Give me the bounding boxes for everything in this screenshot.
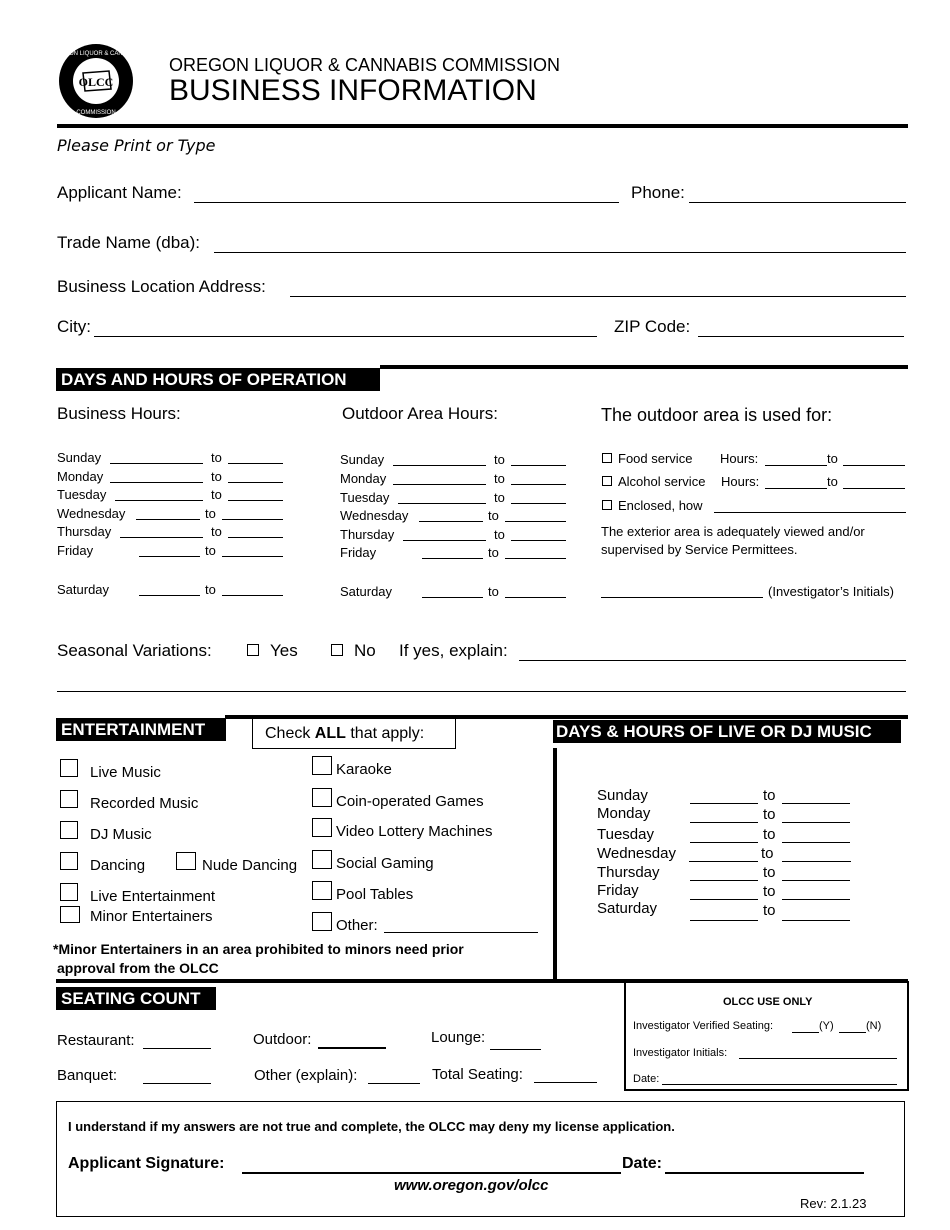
dj-music-label: DJ Music (90, 826, 152, 843)
to-label: to (488, 508, 499, 523)
phone-field[interactable] (689, 202, 906, 203)
music-open-field[interactable] (690, 822, 758, 823)
coin-games-checkbox[interactable] (312, 788, 332, 807)
live-entertainment-checkbox[interactable] (60, 883, 78, 901)
investigator-initials-label: (Investigator’s Initials) (768, 584, 894, 599)
outdoor-close-field[interactable] (511, 503, 566, 504)
business-day-label: Wednesday (57, 506, 126, 521)
logo-center-text: OLCC (78, 75, 114, 89)
seasonal-explain-field[interactable] (519, 660, 906, 661)
business-day-label: Monday (57, 469, 104, 484)
website-url[interactable]: www.oregon.gov/olcc (394, 1177, 549, 1194)
minor-note-1: *Minor Entertainers in an area prohibited to minors need prior (53, 941, 464, 957)
business-close-field[interactable] (222, 595, 283, 596)
other-label: Other: (336, 917, 378, 934)
banquet-label: Banquet: (57, 1067, 118, 1084)
banquet-field[interactable] (143, 1083, 211, 1084)
outdoor-day-label: Monday (340, 471, 387, 486)
applicant-name-label: Applicant Name: (57, 183, 182, 202)
outdoor-close-field[interactable] (505, 597, 566, 598)
outdoor-seating-label: Outdoor: (253, 1031, 312, 1048)
applicant-name-field[interactable] (194, 202, 619, 203)
seasonal-no-label: No (354, 641, 376, 660)
outdoor-day-label: Friday (340, 545, 377, 560)
business-open-field[interactable] (139, 556, 200, 557)
verified-no-label: (N) (866, 1020, 882, 1032)
to-label: to (494, 490, 505, 505)
other-seating-label: Other (explain): (254, 1067, 358, 1084)
live-entertainment-label: Live Entertainment (90, 888, 216, 905)
exterior-note: The exterior area is adequately viewed and/or supervised by Service Permittees. (601, 524, 865, 557)
karaoke-checkbox[interactable] (312, 756, 332, 775)
total-seating-field[interactable] (534, 1082, 597, 1083)
enclosed-label: Enclosed, how (618, 498, 703, 513)
music-day-label: Sunday (597, 787, 648, 804)
music-day-label: Monday (597, 805, 651, 822)
total-seating-label: Total Seating: (432, 1066, 523, 1083)
minor-entertainers-checkbox[interactable] (60, 906, 80, 923)
outdoor-open-field[interactable] (422, 558, 483, 559)
verified-no-field[interactable] (839, 1032, 866, 1033)
live-music-label: Live Music (90, 764, 161, 781)
olcc-date-field[interactable] (662, 1084, 897, 1085)
phone-label: Phone: (631, 183, 685, 202)
enclosed-field[interactable] (714, 512, 906, 513)
address-label: Business Location Address: (57, 277, 266, 296)
coin-games-label: Coin-operated Games (336, 793, 484, 810)
seasonal-yes-checkbox[interactable] (247, 644, 259, 656)
music-open-field[interactable] (690, 880, 758, 881)
to-label: to (763, 826, 776, 843)
alcohol-hours-from-field[interactable] (765, 488, 827, 489)
business-close-field[interactable] (228, 463, 283, 464)
music-close-field[interactable] (782, 899, 850, 900)
logo-top-text: OREGON LIQUOR & CANNABIS (51, 51, 141, 57)
to-label: to (211, 469, 222, 484)
business-close-field[interactable] (228, 482, 283, 483)
to-label: to (488, 584, 499, 599)
to-label: to (205, 506, 216, 521)
olcc-date-label: Date: (633, 1073, 660, 1085)
outdoor-open-field[interactable] (419, 521, 483, 522)
trade-name-field[interactable] (214, 252, 906, 253)
outdoor-day-label: Sunday (340, 452, 385, 467)
outdoor-close-field[interactable] (505, 558, 566, 559)
verified-yes-label: (Y) (819, 1020, 834, 1032)
outdoor-open-field[interactable] (393, 484, 486, 485)
check-all-prefix: Check (265, 725, 315, 742)
music-open-field[interactable] (690, 899, 758, 900)
to-label: to (761, 845, 774, 862)
agency-name: OREGON LIQUOR & CANNABIS COMMISSION (169, 55, 561, 75)
revision-label: Rev: 2.1.23 (800, 1196, 867, 1211)
to-label: to (763, 883, 776, 900)
music-close-field[interactable] (782, 803, 850, 804)
dj-music-checkbox[interactable] (60, 821, 78, 839)
address-field[interactable] (290, 296, 906, 297)
pool-tables-checkbox[interactable] (312, 881, 332, 900)
music-column-divider (553, 748, 557, 981)
entertainment-section-title: ENTERTAINMENT (56, 718, 226, 741)
business-hours-heading: Business Hours: (57, 404, 181, 423)
to-label: to (763, 806, 776, 823)
minor-note-2: approval from the OLCC (57, 960, 219, 976)
music-open-field[interactable] (689, 861, 758, 862)
verified-seating-label: Investigator Verified Seating: (633, 1020, 774, 1032)
to-label: to (211, 450, 222, 465)
hours-section-title: DAYS AND HOURS OF OPERATION (56, 368, 380, 391)
outdoor-day-label: Wednesday (340, 508, 409, 523)
to-label: to (827, 474, 838, 489)
to-label: to (205, 543, 216, 558)
video-lottery-checkbox[interactable] (312, 818, 332, 837)
nude-dancing-checkbox[interactable] (176, 852, 196, 870)
seasonal-label: Seasonal Variations: (57, 641, 212, 660)
business-day-label: Thursday (57, 524, 112, 539)
print-instruction: Please Print or Type (57, 136, 216, 155)
seasonal-explain-label: If yes, explain: (399, 641, 508, 660)
music-day-label: Friday (597, 882, 639, 899)
to-label: to (488, 545, 499, 560)
other-field[interactable] (384, 932, 538, 933)
check-all-bold: ALL (314, 725, 346, 742)
music-open-field[interactable] (690, 803, 758, 804)
to-label: to (827, 451, 838, 466)
food-hours-from-field[interactable] (765, 465, 827, 466)
to-label: to (494, 471, 505, 486)
city-label: City: (57, 317, 91, 336)
verified-yes-field[interactable] (792, 1032, 819, 1033)
business-day-label: Friday (57, 543, 94, 558)
outdoor-close-field[interactable] (511, 484, 566, 485)
certification-statement: I understand if my answers are not true and complete, the OLCC may deny my license application. (68, 1119, 675, 1134)
other-seating-field[interactable] (368, 1083, 420, 1084)
business-day-label: Sunday (57, 450, 102, 465)
logo-bottom-text: COMMISSION (76, 110, 116, 116)
business-open-field[interactable] (115, 500, 203, 501)
outdoor-day-label: Thursday (340, 527, 395, 542)
seasonal-explain-field-2[interactable] (57, 691, 906, 692)
seasonal-no-checkbox[interactable] (331, 644, 343, 656)
check-all-box (252, 718, 456, 749)
social-gaming-checkbox[interactable] (312, 850, 332, 869)
music-day-label: Tuesday (597, 826, 654, 843)
video-lottery-label: Video Lottery Machines (336, 823, 493, 840)
food-service-checkbox[interactable] (602, 453, 612, 463)
to-label: to (763, 864, 776, 881)
music-close-field[interactable] (782, 920, 850, 921)
recorded-music-label: Recorded Music (90, 795, 199, 812)
music-day-label: Saturday (597, 900, 658, 917)
music-close-field[interactable] (782, 822, 850, 823)
signature-date-field[interactable] (665, 1172, 864, 1174)
check-all-suffix: that apply: (345, 725, 425, 742)
to-label: to (211, 524, 222, 539)
food-hours-label: Hours: (720, 451, 759, 466)
restaurant-field[interactable] (143, 1048, 211, 1049)
music-close-field[interactable] (782, 861, 851, 862)
lounge-field[interactable] (490, 1049, 541, 1050)
recorded-music-checkbox[interactable] (60, 790, 78, 808)
to-label: to (211, 487, 222, 502)
signature-label: Applicant Signature: (68, 1155, 225, 1172)
business-open-field[interactable] (120, 537, 203, 538)
music-day-label: Wednesday (597, 845, 676, 862)
food-service-label: Food service (618, 451, 693, 466)
olcc-use-title: OLCC USE ONLY (723, 996, 813, 1008)
business-close-field[interactable] (228, 500, 283, 501)
business-close-field[interactable] (228, 537, 283, 538)
business-open-field[interactable] (110, 463, 203, 464)
olcc-initials-label: Investigator Initials: (633, 1047, 728, 1059)
signature-date-label: Date: (622, 1155, 663, 1172)
to-label: to (494, 527, 505, 542)
dancing-label: Dancing (90, 857, 146, 874)
to-label: to (494, 452, 505, 467)
music-day-label: Thursday (597, 864, 660, 881)
outdoor-seating-field[interactable] (318, 1047, 386, 1049)
seasonal-yes-label: Yes (270, 641, 298, 660)
outdoor-day-label: Tuesday (340, 490, 390, 505)
olcc-logo (51, 43, 141, 119)
header-divider (57, 124, 908, 128)
music-hours-title: DAYS & HOURS OF LIVE OR DJ MUSIC (553, 720, 901, 743)
food-hours-to-field[interactable] (843, 465, 905, 466)
zip-field[interactable] (698, 336, 904, 337)
seating-section-title: SEATING COUNT (56, 987, 216, 1010)
dancing-checkbox[interactable] (60, 852, 78, 870)
outdoor-open-field[interactable] (422, 597, 483, 598)
live-music-checkbox[interactable] (60, 759, 78, 777)
music-close-field[interactable] (782, 842, 850, 843)
trade-name-label: Trade Name (dba): (57, 233, 200, 252)
signature-field[interactable] (242, 1172, 621, 1174)
other-checkbox[interactable] (312, 912, 332, 931)
outdoor-hours-heading: Outdoor Area Hours: (342, 404, 498, 423)
outdoor-close-field[interactable] (511, 540, 566, 541)
nude-dancing-label: Nude Dancing (202, 857, 298, 874)
investigator-initials-field[interactable] (601, 597, 763, 598)
business-open-field[interactable] (139, 595, 200, 596)
karaoke-label: Karaoke (336, 761, 392, 778)
social-gaming-label: Social Gaming (336, 855, 434, 872)
outdoor-close-field[interactable] (511, 465, 566, 466)
outdoor-open-field[interactable] (403, 540, 486, 541)
music-close-field[interactable] (782, 880, 850, 881)
outdoor-open-field[interactable] (398, 503, 486, 504)
hours-divider (380, 365, 908, 369)
to-label: to (205, 582, 216, 597)
city-field[interactable] (94, 336, 597, 337)
to-label: to (763, 787, 776, 804)
business-day-label: Tuesday (57, 487, 107, 502)
olcc-initials-field[interactable] (739, 1058, 897, 1059)
lounge-label: Lounge: (431, 1029, 486, 1046)
olcc-seal-icon (51, 43, 141, 119)
alcohol-hours-label: Hours: (721, 474, 760, 489)
enclosed-checkbox[interactable] (602, 500, 612, 510)
outdoor-day-label: Saturday (340, 584, 393, 599)
restaurant-label: Restaurant: (57, 1032, 135, 1049)
pool-tables-label: Pool Tables (336, 886, 414, 903)
outdoor-use-heading: The outdoor area is used for: (601, 405, 833, 425)
business-open-field[interactable] (110, 482, 203, 483)
alcohol-service-checkbox[interactable] (602, 476, 612, 486)
outdoor-close-field[interactable] (505, 521, 566, 522)
zip-label: ZIP Code: (614, 317, 691, 336)
outdoor-open-field[interactable] (393, 465, 486, 466)
page-title: BUSINESS INFORMATION (169, 74, 537, 107)
to-label: to (763, 902, 776, 919)
business-close-field[interactable] (222, 519, 283, 520)
alcohol-hours-to-field[interactable] (843, 488, 905, 489)
business-open-field[interactable] (136, 519, 200, 520)
minor-entertainers-label: Minor Entertainers (90, 908, 213, 925)
music-open-field[interactable] (690, 920, 758, 921)
music-open-field[interactable] (690, 842, 758, 843)
business-day-label: Saturday (57, 582, 110, 597)
alcohol-service-label: Alcohol service (618, 474, 706, 489)
business-close-field[interactable] (222, 556, 283, 557)
